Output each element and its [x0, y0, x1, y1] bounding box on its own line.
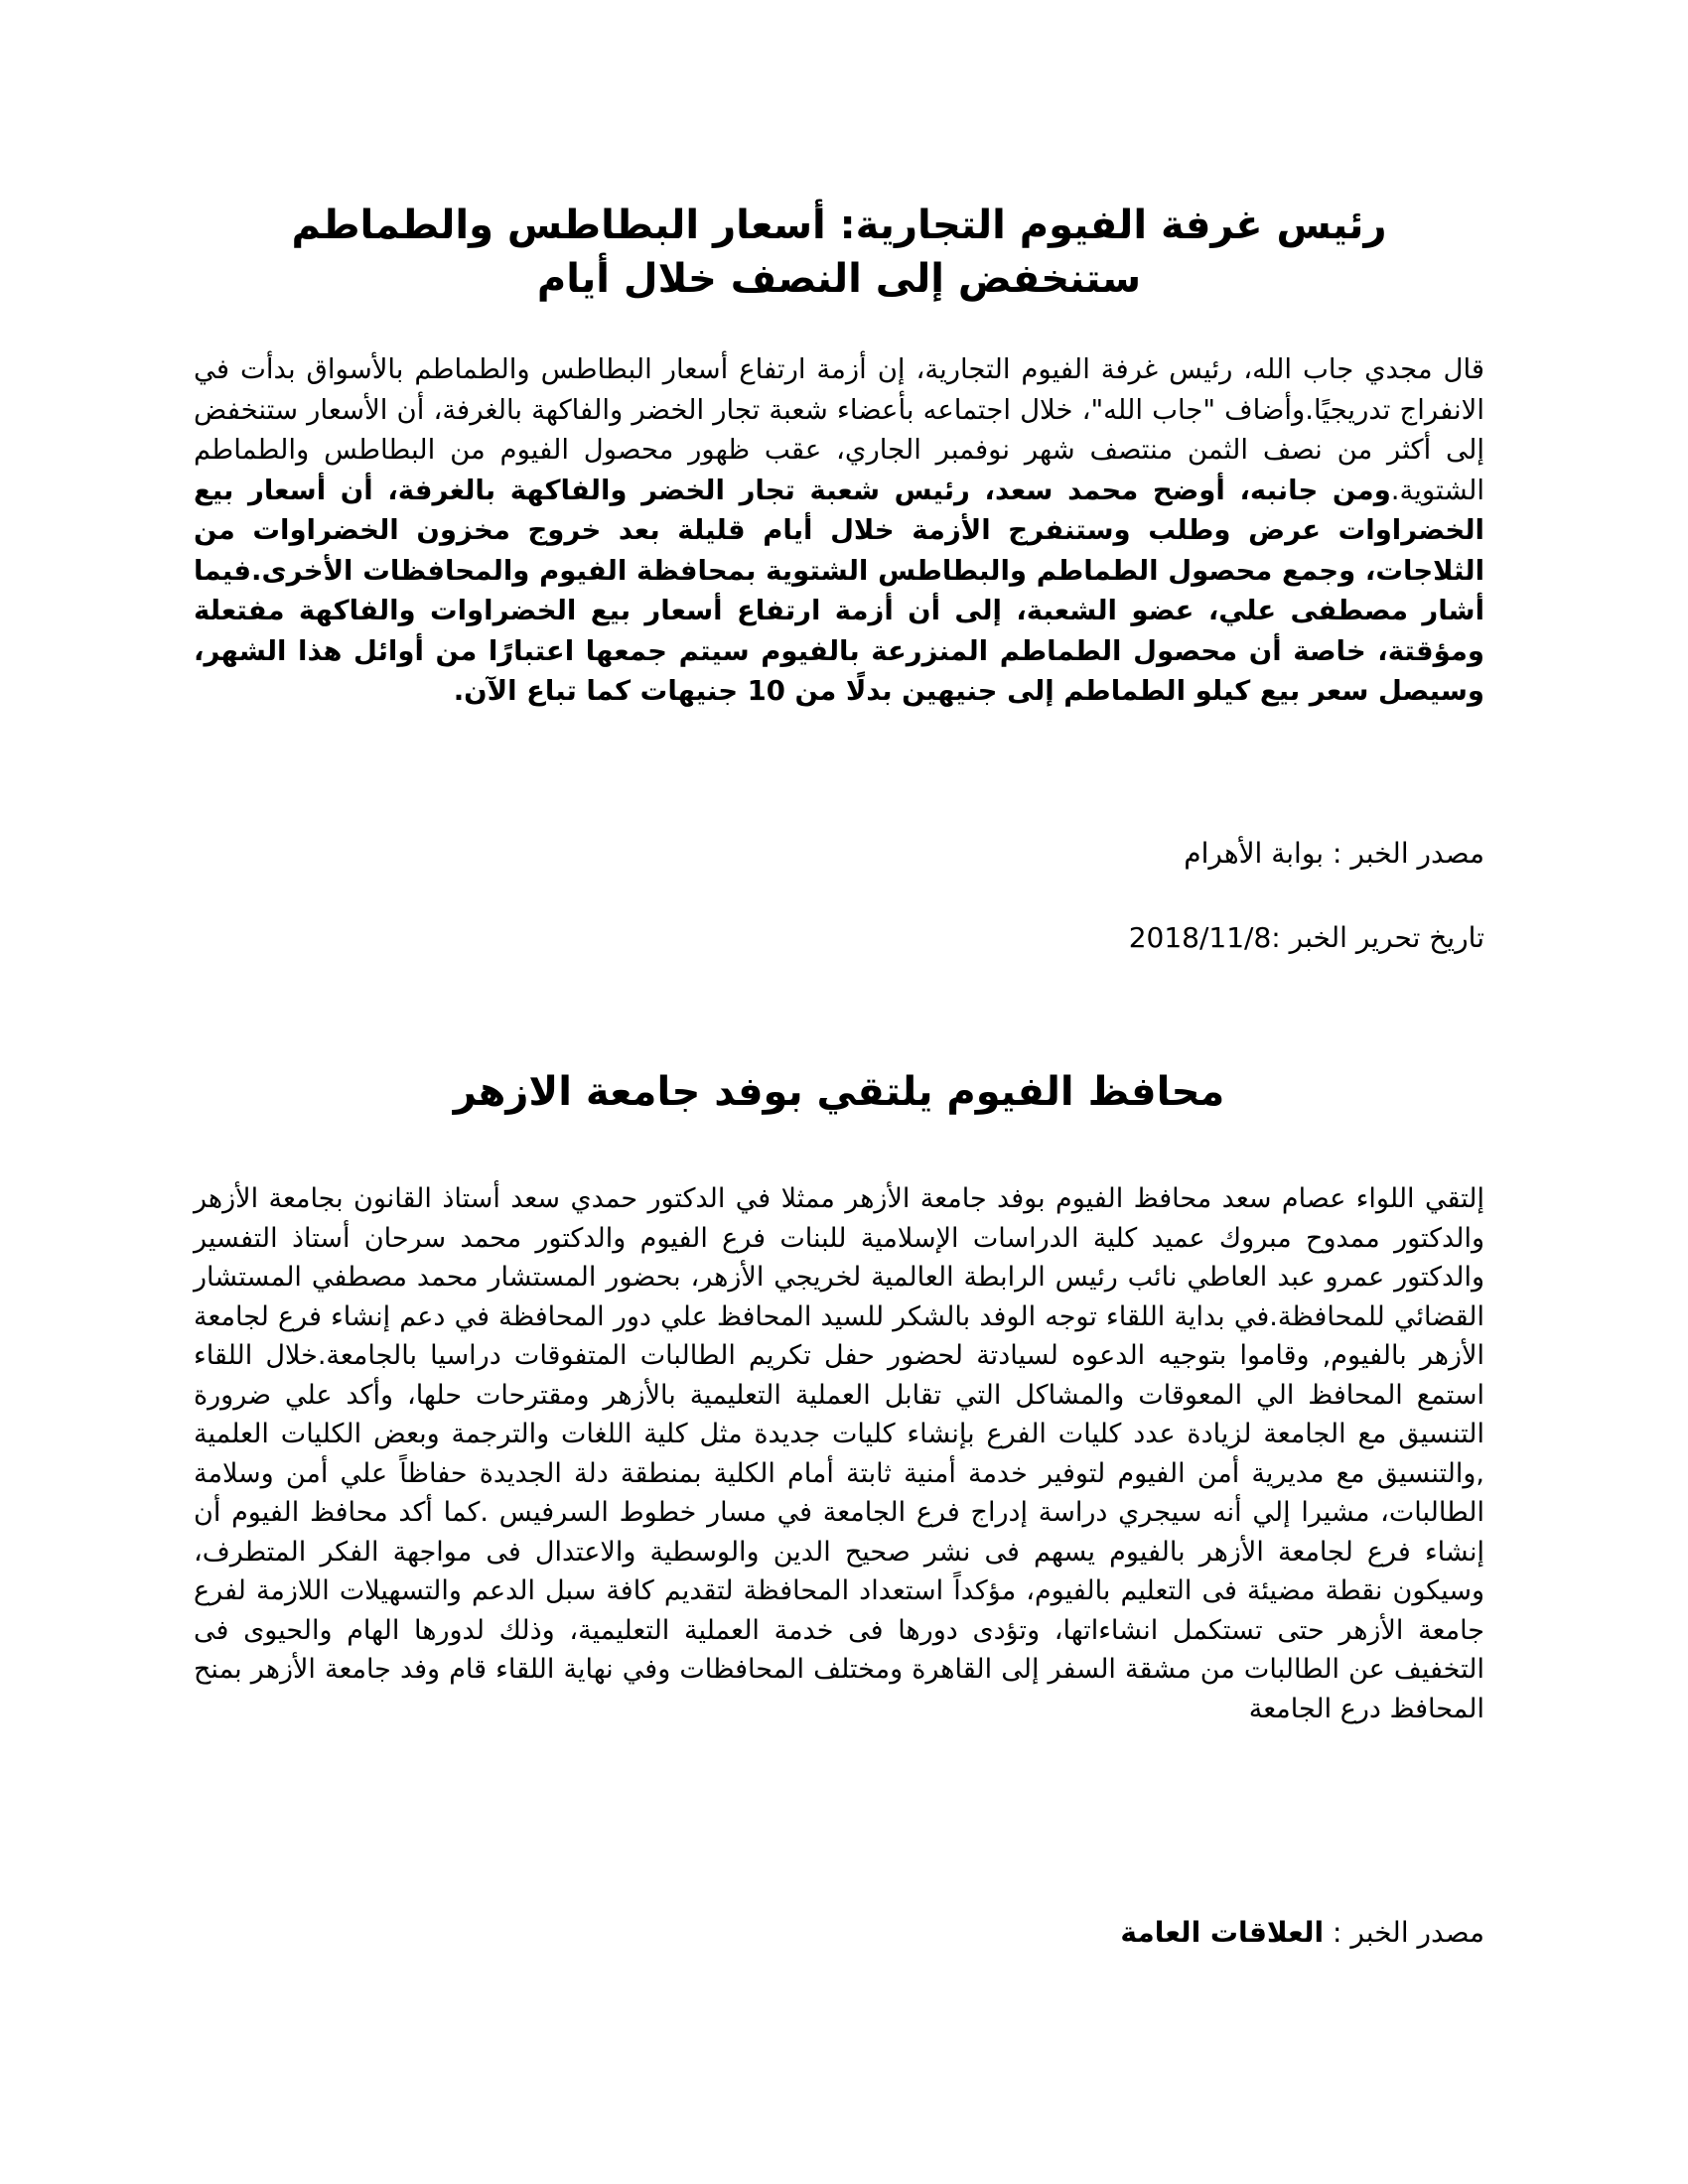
article1-source-label: مصدر الخبر :: [1332, 837, 1484, 870]
article1-date-label: تاريخ تحرير الخبر :: [1271, 921, 1484, 954]
article1-source: [194, 834, 1484, 874]
article1-date-value: 2018/11/8: [1128, 921, 1272, 954]
article2-source: [194, 1913, 1484, 1953]
article2-title: محافظ الفيوم يلتقي بوفد جامعة الازهر: [453, 1069, 1225, 1115]
article1-source-value: بوابة الأهرام: [1184, 837, 1325, 870]
article1-date: [194, 918, 1484, 958]
article2-source-value: العلاقات العامة: [1120, 1916, 1325, 1949]
article2-source-label: مصدر الخبر :: [1332, 1916, 1484, 1949]
article1-title: رئيس غرفة الفيوم التجارية: أسعار البطاطس والطماطم ستنخفض إلى النصف خلال أيام: [291, 203, 1387, 302]
article1-body-bold: ومن جانبه، أوضح محمد سعد، رئيس شعبة تجار الخضر والفاكهة بالغرفة، أن أسعار بيع الخضراوات عرض وطلب وستنفرج الأزمة خلال أيام قليلة بعد خروج مخزون الخضراوات من الثلاجات، وجمع محصول الطماطم والبطاطس الشتوية بمحافظة الفيوم والمحافظات الأخرى.فيما أشار مصطفى علي، عضو الشعبة، إلى أن أزمة ارتفاع أسعار بيع الخضراوات والفاكهة مفتعلة ومؤقتة، خاصة أن محصول الطماطم المنزرعة بالفيوم سيتم جمعها اعتبارًا من أوائل هذا الشهر، وسيصل سعر بيع كيلو الطماطم إلى جنيهين بدلًا من 10 جنيهات كما تباع الآن.: [194, 474, 1484, 707]
article2-body: إلتقي اللواء عصام سعد محافظ الفيوم بوفد جامعة الأزهر ممثلا في الدكتور حمدي سعد أستاذ القانون بجامعة الأزهر والدكتور ممدوح مبروك عميد كلية الدراسات الإسلامية للبنات فرع الفيوم والدكتور محمد سرحان أستاذ التفسير والدكتور عمرو عبد العاطي نائب رئيس الرابطة العالمية لخريجي الأزهر، بحضور المستشار محمد مصطفي المستشار القضائي للمحافظة.في بداية اللقاء توجه الوفد بالشكر للسيد المحافظ علي دور المحافظة في دعم إنشاء فرع لجامعة الأزهر بالفيوم, وقاموا بتوجيه الدعوه لسيادتة لحضور حفل تكريم الطالبات المتفوقات دراسيا بالجامعة.خلال اللقاء استمع المحافظ الي المعوقات والمشاكل التي تقابل العملية التعليمية بالأزهر ومقترحات حلها، وأكد علي ضرورة التنسيق مع الجامعة لزيادة عدد كليات الفرع بإنشاء كليات جديدة مثل كلية اللغات والترجمة وبعض الكليات العلمية ,والتنسيق مع مديرية أمن الفيوم لتوفير خدمة أمنية ثابتة أمام الكلية بمنطقة دلة الجديدة حفاظاً علي أمن وسلامة الطالبات، مشيرا إلي أنه سيجري دراسة إدراج فرع الجامعة في مسار خطوط السرفيس .كما أكد محافظ الفيوم أن إنشاء فرع لجامعة الأزهر بالفيوم يسهم فى نشر صحيح الدين والوسطية والاعتدال فى مواجهة الفكر المتطرف، وسيكون نقطة مضيئة فى التعليم بالفيوم، مؤكداً استعداد المحافظة لتقديم كافة سبل الدعم والتسهيلات اللازمة لفرع جامعة الأزهر حتى تستكمل انشاءاتها، وتؤدى دورها فى خدمة العملية التعليمية، وذلك لدورها الهام والحيوى فى التخفيف عن الطالبات من مشقة السفر إلى القاهرة ومختلف المحافظات وفي نهاية اللقاء قام وفد جامعة الأزهر بمنح المحافظ درع الجامعة: [194, 1183, 1484, 1724]
article1-body-normal: قال مجدي جاب الله، رئيس غرفة الفيوم التجارية، إن أزمة ارتفاع أسعار البطاطس والطماطم بالأسواق بدأت في الانفراج تدريجيًا.وأضاف "جاب الله"، خلال اجتماعه بأعضاء شعبة تجار الخضر والفاكهة بالغرفة، أن الأسعار ستنخفض إلى أكثر من نصف الثمن منتصف شهر نوفمبر الجاري، عقب ظهور محصول الفيوم من البطاطس والطماطم الشتوية.: [194, 353, 1484, 506]
article1-body: [194, 349, 1484, 712]
